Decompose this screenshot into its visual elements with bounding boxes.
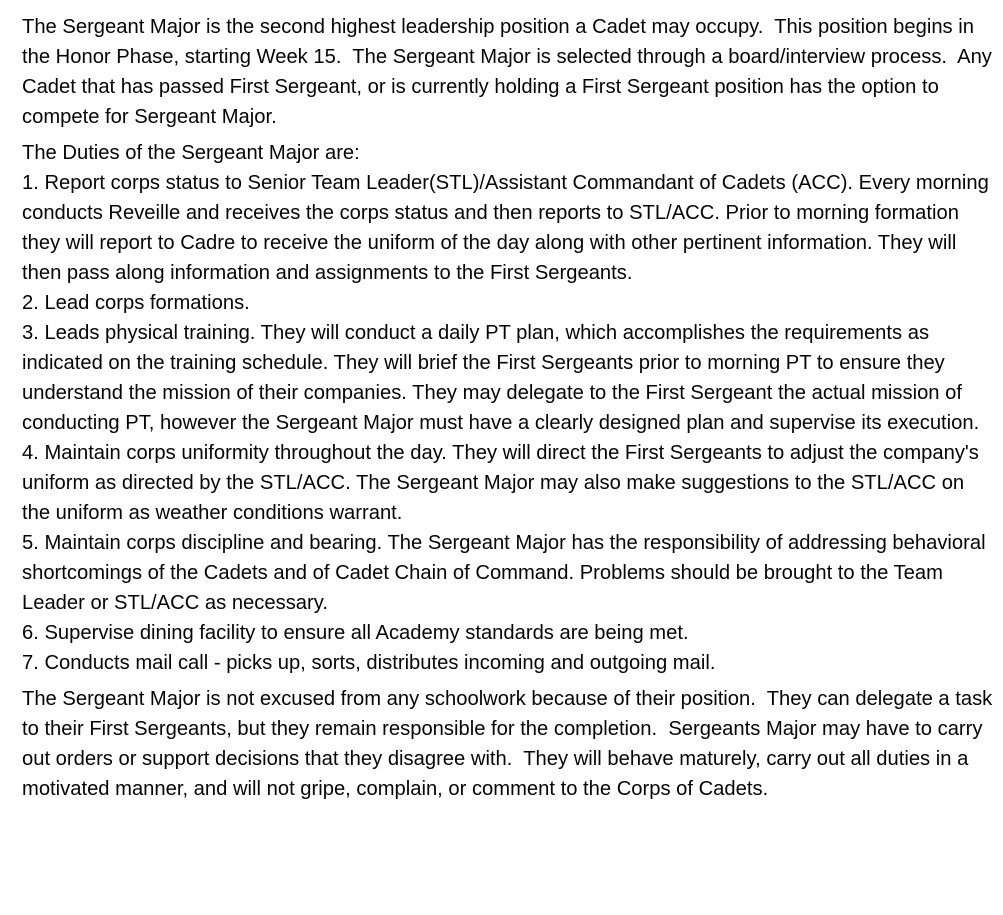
- duty-item-4: 4. Maintain corps uniformity throughout the day. They will direct the First Sergeants to adjust the company's uniform as directed by the STL/ACC. The Sergeant Major may also make suggestions to the STL/ACC on the uniform as weather conditions warrant.: [22, 442, 979, 524]
- duties-heading: The Duties of the Sergeant Major are:: [22, 142, 360, 164]
- document-body: [22, 12, 997, 804]
- duty-item-1: 1. Report corps status to Senior Team Leader(STL)/Assistant Commandant of Cadets (ACC). Every morning conducts Reveille and receives the corps status and then reports to STL/ACC. Prior to morning formation they will report to Cadre to receive the uniform of the day along with other pertinent information. They will then pass along information and assignments to the First Sergeants.: [22, 172, 989, 284]
- duties-list: [22, 168, 997, 678]
- duty-item-6: 6. Supervise dining facility to ensure all Academy standards are being met.: [22, 622, 689, 644]
- duty-item-7: 7. Conducts mail call - picks up, sorts, distributes incoming and outgoing mail.: [22, 652, 716, 674]
- duty-item-2: 2. Lead corps formations.: [22, 292, 250, 314]
- intro-paragraph: The Sergeant Major is the second highest leadership position a Cadet may occupy. This position begins in the Honor Phase, starting Week 15. The Sergeant Major is selected through a board/interview process. Any Cadet that has passed First Sergeant, or is currently holding a First Sergeant position has the option to compete for Sergeant Major.: [22, 16, 998, 128]
- duty-item-5: 5. Maintain corps discipline and bearing. The Sergeant Major has the responsibility of addressing behavioral shortcomings of the Cadets and of Cadet Chain of Command. Problems should be brought to the Team Leader or STL/ACC as necessary.: [22, 532, 986, 614]
- closing-paragraph: The Sergeant Major is not excused from any schoolwork because of their position. They can delegate a task to their First Sergeants, but they remain responsible for the completion. Sergeants Major may have to carry out orders or support decisions that they disagree with. They will behave maturely, carry out all duties in a motivated manner, and will not gripe, complain, or comment to the Corps of Cadets.: [22, 688, 998, 800]
- duty-item-3: 3. Leads physical training. They will conduct a daily PT plan, which accomplishes the requirements as indicated on the training schedule. They will brief the First Sergeants prior to morning PT to ensure they understand the mission of their companies. They may delegate to the First Sergeant the actual mission of conducting PT, however the Sergeant Major must have a clearly designed plan and supervise its execution.: [22, 322, 980, 434]
